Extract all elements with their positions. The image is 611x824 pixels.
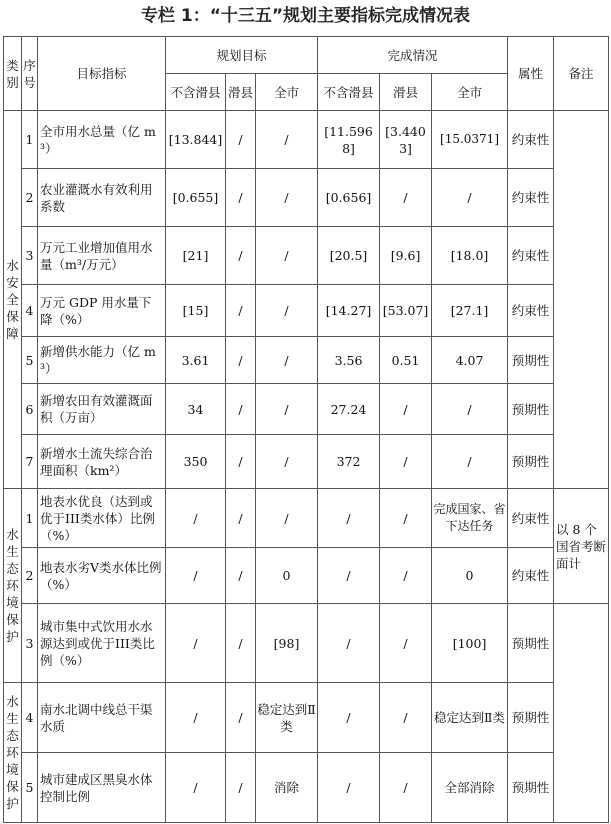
header-planned: 规划目标 (166, 37, 318, 74)
completed-huaxian: / (380, 489, 432, 548)
planned-city: / (256, 337, 318, 384)
planned-huaxian: / (226, 683, 256, 753)
header-attribute: 属性 (508, 37, 554, 111)
category-water-ecology: 水生态环境保护 (4, 489, 22, 683)
table-title: 专栏 1：“十三五”规划主要指标完成情况表 (140, 6, 471, 26)
planned-excl-huaxian: [0.655] (166, 169, 226, 227)
completed-excl-huaxian: [11.5968] (318, 111, 380, 169)
row-indicator-name: 新增农田有效灌溉面积（万亩） (38, 384, 166, 435)
row-attribute: 约束性 (508, 111, 554, 169)
planned-city: / (256, 285, 318, 337)
completed-city: 全部消除 (432, 753, 508, 823)
table-row (4, 169, 609, 227)
remark-cell (554, 111, 609, 489)
category-water-security: 水安全保障 (4, 111, 22, 489)
planned-excl-huaxian: 350 (166, 435, 226, 489)
header-planned-city: 全市 (256, 74, 318, 111)
completed-excl-huaxian: / (318, 489, 380, 548)
completed-excl-huaxian: / (318, 604, 380, 683)
row-indicator-name: 地表水优良（达到或优于III类水体）比例（%） (38, 489, 166, 548)
completed-excl-huaxian: [0.656] (318, 169, 380, 227)
row-seq: 3 (22, 227, 38, 285)
planned-huaxian: / (226, 548, 256, 604)
planned-city: / (256, 435, 318, 489)
planned-excl-huaxian: [13.844] (166, 111, 226, 169)
planned-huaxian: / (226, 753, 256, 823)
header-planned-excl-huaxian: 不含滑县 (166, 74, 226, 111)
planned-excl-huaxian: 34 (166, 384, 226, 435)
row-attribute: 约束性 (508, 285, 554, 337)
row-seq: 5 (22, 337, 38, 384)
planned-huaxian: / (226, 169, 256, 227)
row-attribute: 预期性 (508, 604, 554, 683)
completed-city: 0 (432, 548, 508, 604)
row-seq: 2 (22, 169, 38, 227)
completed-city: / (432, 169, 508, 227)
header-completed-huaxian: 滑县 (380, 74, 432, 111)
table-row (4, 227, 609, 285)
header-seq: 序号 (22, 37, 38, 111)
row-attribute: 预期性 (508, 435, 554, 489)
row-seq: 4 (22, 683, 38, 753)
header-indicator: 目标指标 (38, 37, 166, 111)
row-attribute: 约束性 (508, 169, 554, 227)
completed-huaxian: [9.6] (380, 227, 432, 285)
completed-excl-huaxian: / (318, 548, 380, 604)
table-row (4, 435, 609, 489)
planned-excl-huaxian: / (166, 604, 226, 683)
header-completed-excl-huaxian: 不含滑县 (318, 74, 380, 111)
row-attribute: 约束性 (508, 548, 554, 604)
row-seq: 6 (22, 384, 38, 435)
table-row (4, 753, 609, 823)
table-row (4, 384, 609, 435)
completed-huaxian: 0.51 (380, 337, 432, 384)
completed-excl-huaxian: 372 (318, 435, 380, 489)
row-seq: 1 (22, 489, 38, 548)
completed-huaxian: / (380, 548, 432, 604)
row-indicator-name: 地表水劣Ⅴ类水体比例（%） (38, 548, 166, 604)
header-row-1 (4, 37, 609, 74)
completed-huaxian: / (380, 384, 432, 435)
table-row (4, 489, 609, 548)
completed-city: [18.0] (432, 227, 508, 285)
completed-excl-huaxian: 3.56 (318, 337, 380, 384)
planned-excl-huaxian: / (166, 548, 226, 604)
row-indicator-name: 城市集中式饮用水水源达到或优于III类比例（%） (38, 604, 166, 683)
table-row (4, 548, 609, 604)
table-row (4, 111, 609, 169)
table-row (4, 285, 609, 337)
completed-excl-huaxian: [20.5] (318, 227, 380, 285)
row-indicator-name: 万元工业增加值用水量（m³/万元） (38, 227, 166, 285)
completed-city: [27.1] (432, 285, 508, 337)
completed-city: [15.0371] (432, 111, 508, 169)
row-seq: 3 (22, 604, 38, 683)
completed-excl-huaxian: / (318, 683, 380, 753)
completed-huaxian: [53.07] (380, 285, 432, 337)
category-water-ecology-cont: 水生态环境保护 (4, 683, 22, 823)
planned-huaxian: / (226, 227, 256, 285)
row-attribute: 预期性 (508, 337, 554, 384)
planned-huaxian: / (226, 604, 256, 683)
planned-excl-huaxian: [21] (166, 227, 226, 285)
planned-city: [98] (256, 604, 318, 683)
completed-city: 4.07 (432, 337, 508, 384)
planned-huaxian: / (226, 111, 256, 169)
row-attribute: 约束性 (508, 227, 554, 285)
completed-huaxian: / (380, 169, 432, 227)
header-completed-city: 全市 (432, 74, 508, 111)
row-seq: 1 (22, 111, 38, 169)
row-indicator-name: 农业灌溉水有效利用系数 (38, 169, 166, 227)
planned-excl-huaxian: 3.61 (166, 337, 226, 384)
row-indicator-name: 南水北调中线总干渠水质 (38, 683, 166, 753)
row-indicator-name: 新增供水能力（亿 m³） (38, 337, 166, 384)
header-remark: 备注 (554, 37, 609, 111)
indicator-table (3, 36, 609, 823)
planned-huaxian: / (226, 285, 256, 337)
row-indicator-name: 城市建成区黑臭水体控制比例 (38, 753, 166, 823)
row-indicator-name: 万元 GDP 用水量下降（%） (38, 285, 166, 337)
planned-city: / (256, 384, 318, 435)
planned-city: / (256, 111, 318, 169)
row-seq: 7 (22, 435, 38, 489)
completed-excl-huaxian: / (318, 753, 380, 823)
planned-excl-huaxian: / (166, 753, 226, 823)
remark-text: 以 8 个国省考断面计 (554, 489, 609, 604)
row-indicator-name: 全市用水总量（亿 m³） (38, 111, 166, 169)
planned-city: 消除 (256, 753, 318, 823)
table-row (4, 604, 609, 683)
planned-excl-huaxian: [15] (166, 285, 226, 337)
completed-huaxian: / (380, 753, 432, 823)
table-row (4, 337, 609, 384)
row-seq: 4 (22, 285, 38, 337)
completed-city: 稳定达到Ⅱ类 (432, 683, 508, 753)
header-planned-huaxian: 滑县 (226, 74, 256, 111)
header-category: 类别 (4, 37, 22, 111)
row-attribute: 预期性 (508, 384, 554, 435)
planned-city: 0 (256, 548, 318, 604)
completed-excl-huaxian: 27.24 (318, 384, 380, 435)
row-seq: 5 (22, 753, 38, 823)
completed-city: 完成国家、省下达任务 (432, 489, 508, 548)
row-indicator-name: 新增水土流失综合治理面积（km²） (38, 435, 166, 489)
planned-huaxian: / (226, 489, 256, 548)
planned-huaxian: / (226, 435, 256, 489)
row-attribute: 预期性 (508, 683, 554, 753)
planned-city: / (256, 227, 318, 285)
planned-huaxian: / (226, 384, 256, 435)
completed-huaxian: [3.4403] (380, 111, 432, 169)
completed-city: / (432, 435, 508, 489)
row-attribute: 预期性 (508, 753, 554, 823)
planned-city: 稳定达到Ⅱ类 (256, 683, 318, 753)
planned-excl-huaxian: / (166, 683, 226, 753)
header-completed: 完成情况 (318, 37, 508, 74)
completed-huaxian: / (380, 435, 432, 489)
remark-cell (554, 604, 609, 823)
planned-huaxian: / (226, 337, 256, 384)
planned-excl-huaxian: / (166, 489, 226, 548)
completed-excl-huaxian: [14.27] (318, 285, 380, 337)
completed-huaxian: / (380, 683, 432, 753)
completed-huaxian: / (380, 604, 432, 683)
table-row (4, 683, 609, 753)
completed-city: / (432, 384, 508, 435)
planned-city: / (256, 169, 318, 227)
row-seq: 2 (22, 548, 38, 604)
row-attribute: 约束性 (508, 489, 554, 548)
planned-city: / (256, 489, 318, 548)
completed-city: [100] (432, 604, 508, 683)
